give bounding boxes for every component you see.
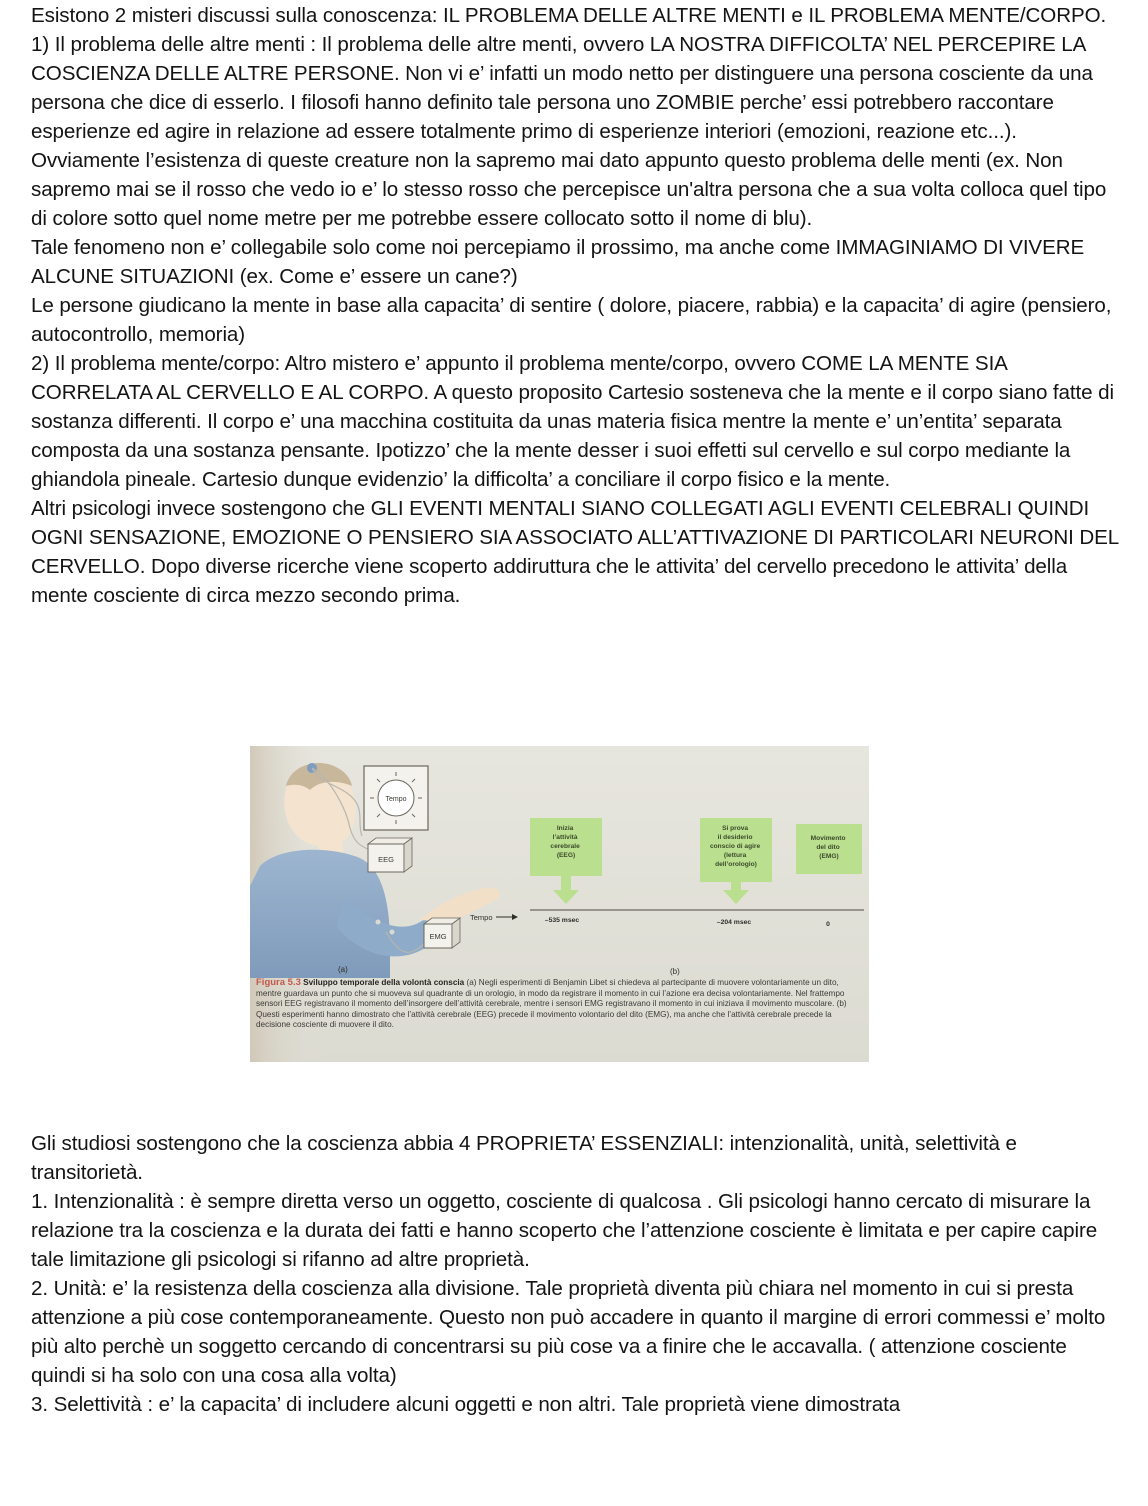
eeg-box — [368, 838, 412, 872]
box2-line3: conscio di agire — [709, 843, 761, 850]
paragraph-intro: Esistono 2 misteri discussi sulla conoscenza: IL PROBLEMA DELLE ALTRE MENTI e IL PROBLEMA MENTE/CORPO. — [31, 4, 1107, 27]
clock-illustration — [364, 766, 428, 830]
box3-line2: del dito — [816, 844, 840, 851]
box1-line2: l’attività — [552, 834, 578, 841]
box1-line4: (EEG) — [556, 852, 576, 859]
box3-line1: Movimento — [810, 835, 846, 842]
paragraph-unity: 2. Unità: e’ la resistenza della coscienza alla divisione. Tale proprietà diventa più chiara nel momento in cui si presta attenzione a più cose contemporaneamente. Questo non può accadere in quanto il margine di errori commessi e’ molto più alto perchè un soggetto cercando di concentrarsi su più cose va a finire che le accavalla. ( attenzione cosciente quindi si ha solo con una cosa alla volta) — [31, 1277, 1106, 1387]
emg-box — [424, 918, 460, 948]
box3-line3: (EMG) — [819, 853, 839, 860]
event-finger-movement — [796, 824, 862, 874]
box2-line4: (lettura — [723, 852, 747, 859]
box1-line1: Inizia — [556, 825, 574, 832]
paragraph-imagination: Tale fenomeno non e’ collegabile solo come noi percepiamo il prossimo, ma anche come IMMAGINIAMO DI VIVERE ALCUNE SITUAZIONI (ex. Come e’ essere un cane?) — [31, 236, 1085, 288]
caption-figure-number: Figura 5.3 — [256, 977, 301, 988]
paragraph-neural-events: Altri psicologi invece sostengono che GLI EVENTI MENTALI SIANO COLLEGATI AGLI EVENTI CELEBRALI QUINDI OGNI SENSAZIONE, EMOZIONE O PENSIERO SIA ASSOCIATO ALL’ATTIVAZIONE DI PARTICOLARI NEURONI DEL CERVELLO. Dopo diverse ricerche viene scoperto addiruttura che le attivita’ del cervello precedono le attivita’ della mente cosciente di circa mezzo secondo prima. — [31, 497, 1119, 607]
bottom-text-block — [31, 1129, 1121, 1419]
top-text-block — [31, 1, 1121, 610]
clock-label: Tempo — [385, 796, 407, 803]
box2-line2: il desiderio — [717, 834, 753, 841]
box2-line5: dell’orologio) — [715, 861, 757, 868]
caption-title: Sviluppo temporale della volontà conscia — [303, 978, 465, 987]
paragraph-selectivity: 3. Selettività : e’ la capacita’ di includere alcuni oggetti e non altri. Tale proprietà viene dimostrata — [31, 1393, 901, 1416]
time-tick-535: –535 msec — [544, 917, 580, 924]
paragraph-other-minds: 1) Il problema delle altre menti : Il problema delle altre menti, ovvero LA NOSTRA DIFFICOLTA’ NEL PERCEPIRE LA COSCIENZA DELLE ALTRE PERSONE. Non vi e’ infatti un modo netto per distinguere una persona cosciente da una persona che dice di esserlo. I filosofi hanno definito tale persona uno ZOMBIE perche’ essi potrebbero raccontare esperienze ed agire in relazione ad essere totalmente primo di esperienze interiori (emozioni, reazione etc...). Ovviamente l’esistenza di queste creature non la sapremo mai dato appunto questo problema delle menti (ex. Non sapremo mai se il rosso che vedo io e’ lo stesso rosso che percepisce un'altra persona che a sua volta colloca quel tipo di colore sotto quel nome metre per me potrebbe essere collocato sotto il nome di blu). — [31, 33, 1107, 230]
eeg-label: EEG — [378, 855, 394, 864]
panel-b-label: (b) — [670, 967, 680, 976]
paragraph-properties: Gli studiosi sostengono che la coscienza abbia 4 PROPRIETA’ ESSENZIALI: intenzionalità, unità, selettività e transitorietà. — [31, 1132, 1017, 1184]
time-tick-zero: 0 — [826, 921, 830, 928]
paragraph-mind-body: 2) Il problema mente/corpo: Altro mistero e’ appunto il problema mente/corpo, ovvero COME LA MENTE SIA CORRELATA AL CERVELLO E AL CORPO. A questo proposito Cartesio sosteneva che la mente e il corpo siano fatte di sostanza differenti. Il corpo e’ una macchina costituita da unas materia fisica mentre la mente e’ un’entita’ separata composta da una sostanza pensante. Ipotizzo’ che la mente desser i suoi effetti sul cervello e sul corpo mediante la ghiandola pineale. Cartesio dunque evidenzio’ la difficolta’ a conciliare il corpo fisico e la mente. — [31, 352, 1114, 491]
figure-caption — [256, 978, 866, 1031]
caption-text: (a) Negli esperimenti di Benjamin Libet si chiedeva al partecipante di muovere volontariamente un dito, mentre guardava un punto che si muoveva sul quadrante di un orologio, in modo da registrare il momento in cui l’azione era decisa volontariamente. Nel frattempo sensori EEG registravano il momento dell’insorgere dell’attività cerebrale, mentre i sensori EMG registravano il momento in cui iniziava il movimento muscolare. (b) Questi esperimenti hanno dimostrato che l’attività cerebrale (EEG) precede il movimento volontario del dito (EMG), ma anche che l’attività cerebrale precede la decisione cosciente di muovere il dito. — [256, 978, 847, 1030]
paragraph-intentionality: 1. Intenzionalità : è sempre diretta verso un oggetto, cosciente di qualcosa . Gli psicologi hanno cercato di misurare la relazione tra la coscienza e la durata dei fatti e hanno scoperto che l’attenzione cosciente è limitata e per capire capire tale limitazione gli psicologi si rifanno ad altre proprietà. — [31, 1190, 1098, 1271]
box1-line3: cerebrale — [550, 843, 580, 850]
paragraph-judging-minds: Le persone giudicano la mente in base alla capacita’ di sentire ( dolore, piacere, rabbia) e la capacita’ di agire (pensiero, autocontrollo, memoria) — [31, 294, 1112, 346]
time-tick-204: –204 msec — [716, 919, 752, 926]
emg-label: EMG — [429, 932, 447, 941]
timeline-label: Tempo — [470, 913, 493, 922]
box2-line1: Si prova — [722, 825, 749, 832]
panel-a-label: (a) — [338, 965, 348, 974]
libet-figure — [250, 746, 869, 1062]
